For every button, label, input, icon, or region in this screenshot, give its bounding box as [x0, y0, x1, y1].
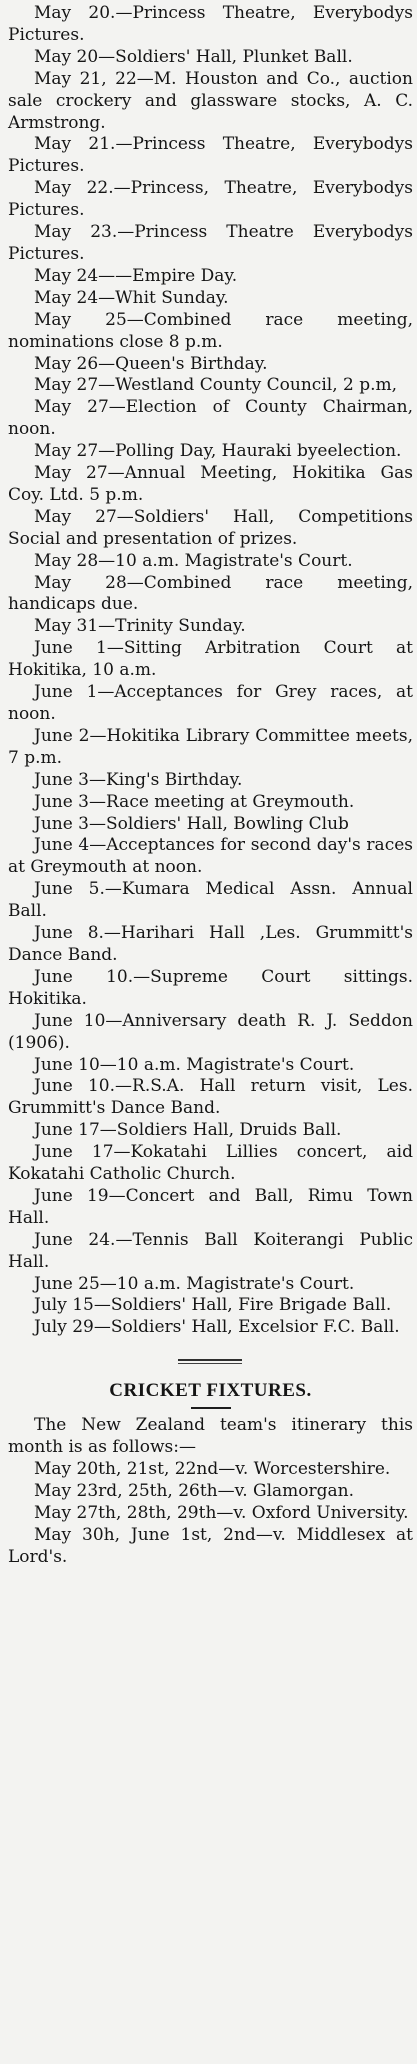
heading-rule [191, 1407, 231, 1409]
fixture-entry: June 4—Acceptances for second day's races at Greymouth at noon. [8, 835, 413, 878]
fixture-entry: May 25—Combined race meeting, nominations close 8 p.m. [8, 309, 413, 352]
fixture-entry: June 10.—R.S.A. Hall return visit, Les. Grummitt's Dance Band. [8, 1076, 413, 1119]
fixture-entry: May 28—Combined race meeting, handicaps due. [8, 572, 413, 615]
fixture-entry: June 1—Sitting Arbitration Court at Hokitika, 10 a.m. [8, 638, 413, 681]
fixture-entry: June 25—10 a.m. Magistrate's Court. [34, 1273, 355, 1294]
fixture-entry: June 17—Kokatahi Lillies concert, aid Kokatahi Catholic Church. [8, 1142, 413, 1185]
fixture-entry: May 20—Soldiers' Hall, Plunket Ball. [34, 46, 353, 67]
fixture-entry: May 27—Westland County Council, 2 p.m, [34, 375, 398, 396]
fixture-entry: July 29—Soldiers' Hall, Excelsior F.C. Ball. [34, 1317, 400, 1338]
fixture-entry: May 31—Trinity Sunday. [34, 616, 246, 637]
fixture-entry: June 10—10 a.m. Magistrate's Court. [34, 1054, 355, 1075]
fixture-entry: June 5.—Kumara Medical Assn. Annual Ball. [8, 879, 413, 922]
divider-rule [178, 1359, 242, 1361]
fixture-entry: June 3—Race meeting at Greymouth. [34, 791, 355, 812]
fixture-entry: July 15—Soldiers' Hall, Fire Brigade Ball. [34, 1295, 392, 1316]
fixture-entry: June 8.—Harihari Hall ,Les. Grummitt's Dance Band. [8, 923, 413, 965]
cricket-fixture: May 30h, June 1st, 2nd—v. Middlesex at Lord's. [8, 1524, 413, 1567]
cricket-fixture: May 20th, 21st, 22nd—v. Worcestershire. [34, 1459, 391, 1480]
fixture-entry: May 26—Queen's Birthday. [34, 353, 268, 374]
fixture-entry: May 27—Polling Day, Hauraki byeelection. [34, 441, 402, 462]
fixture-entry: May 28—10 a.m. Magistrate's Court. [34, 550, 353, 571]
cricket-intro: The New Zealand team's itinerary this month is as follows:— [8, 1415, 413, 1458]
fixture-list [8, 3, 413, 1339]
fixture-entry: June 10.—Supreme Court sittings. Hokitika. [8, 966, 413, 1009]
fixture-entry: May 24—Whit Sunday. [34, 287, 229, 308]
fixture-entry: May 20.—Princess Theatre, Everybodys Pictures. [8, 3, 413, 45]
fixture-entry: May 24——Empire Day. [34, 265, 238, 286]
fixture-entry: May 23.—Princess Theatre Everybodys Pictures. [8, 222, 413, 264]
section-divider [8, 1339, 413, 1379]
cricket-fixture: May 27th, 28th, 29th—v. Oxford University. [34, 1502, 409, 1523]
fixture-entry: June 10—Anniversary death R. J. Seddon (1906). [8, 1010, 413, 1053]
fixture-entry: May 21.—Princess Theatre, Everybodys Pictures. [8, 134, 413, 177]
cricket-fixture: May 23rd, 25th, 26th—v. Glamorgan. [34, 1481, 355, 1501]
fixture-entry: June 19—Concert and Ball, Rimu Town Hall. [8, 1185, 413, 1228]
fixture-entry: June 17—Soldiers Hall, Druids Ball. [34, 1120, 342, 1141]
fixture-entry: May 27—Annual Meeting, Hokitika Gas Coy. Ltd. 5 p.m. [8, 463, 413, 505]
fixture-entry: June 2—Hokitika Library Committee meets, 7 p.m. [8, 725, 413, 768]
fixture-entry: June 1—Acceptances for Grey races, at noon. [8, 682, 413, 724]
fixture-entry: June 3—Soldiers' Hall, Bowling Club [34, 813, 349, 834]
fixture-entry: June 3—King's Birthday. [34, 769, 243, 790]
fixture-entry: May 22.—Princess, Theatre, Everybodys Pictures. [8, 178, 413, 221]
fixture-entry: May 27—Soldiers' Hall, Competitions Social and presentation of prizes. [8, 506, 413, 549]
fixture-entry: May 27—Election of County Chairman, noon. [8, 397, 413, 440]
fixture-entry: June 24.—Tennis Ball Koiterangi Public Hall. [8, 1229, 413, 1272]
fixture-entry: May 21, 22—M. Houston and Co., auction sale crockery and glassware stocks, A. C. Armstrong. [8, 68, 413, 133]
divider-rule [178, 1363, 242, 1364]
cricket-heading: CRICKET FIXTURES. [109, 1380, 312, 1402]
